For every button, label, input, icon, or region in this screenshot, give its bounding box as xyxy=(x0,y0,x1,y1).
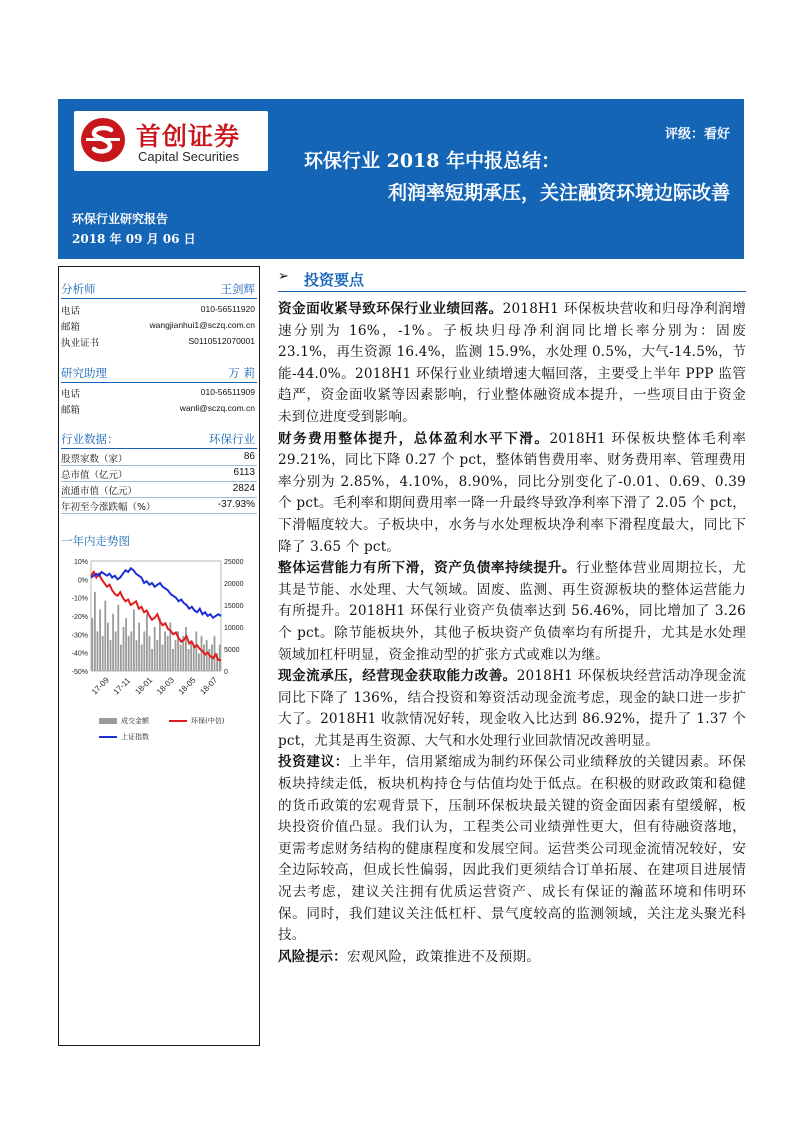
x-tick-label: 17-09 xyxy=(90,675,111,697)
paragraph-lead: 整体运营能力有所下滑，资产负债率持续提升。 xyxy=(278,560,577,577)
paragraph-lead: 资金面收紧导致环保行业业绩回落。 xyxy=(278,301,503,317)
volume-bar xyxy=(208,649,210,671)
analyst-cert-row xyxy=(61,335,257,350)
paragraph xyxy=(278,752,746,946)
arrow-icon: ➢ xyxy=(278,269,289,284)
volume-bar xyxy=(159,618,161,671)
industry-value: 2824 xyxy=(232,483,255,494)
rating-label: 评级：看好 xyxy=(664,127,730,142)
volume-bar xyxy=(128,636,130,671)
paragraph xyxy=(278,558,746,666)
analyst-email-key: 邮箱 xyxy=(61,322,81,333)
volume-bar xyxy=(94,592,96,671)
industry-row-stocks xyxy=(61,451,257,466)
paragraph-lead: 投资建议： xyxy=(278,754,349,771)
legend-label: 环保(中信) xyxy=(191,717,225,725)
volume-bar xyxy=(138,623,140,671)
assistant-section-title xyxy=(61,365,257,383)
industry-row-float-cap xyxy=(61,483,257,498)
volume-bar xyxy=(195,631,197,671)
y-left-tick-label: -30% xyxy=(71,632,88,640)
assistant-email-value: wanli@sczq.com.cn xyxy=(179,403,255,413)
section-title: 投资要点 xyxy=(304,271,365,289)
volume-bar xyxy=(154,627,156,671)
y-left-tick-label: -20% xyxy=(71,614,88,621)
volume-bar xyxy=(162,645,164,671)
paragraph-body: 2018H1 环保板块经营活动净现金流同比下降了 136%，结合投资和筹资活动现金流考虑，现金的缺口进一步扩大了。2018H1 收款情况好转，现金收入比达到 86.92%，提升了 1.37 个 pct，尤其是再生资源、大气和水处理行业回款情况改善明显。 xyxy=(278,668,746,749)
assistant-phone-row xyxy=(61,386,257,401)
analyst-label: 分析师 xyxy=(61,282,96,296)
volume-bar xyxy=(201,636,203,671)
paragraph-body: 2018H1 环保板块整体毛利率 29.21%，同比下降 0.27 个 pct，整体销售费用率、财务费用率、管理费用率分别为 2.85%，4.10%，8.90%，同比分别变化了-0.01、0.69、0.39 个 pct。毛利率和期间费用率一降一升最终导致净利率下滑了 2.05 个 pct，下滑幅度较大。子板块中，水务与水处理板块净利率下滑程度最大，同比下降了 3.65 个 pct。 xyxy=(278,430,746,555)
industry-value: 86 xyxy=(243,451,255,462)
volume-bar xyxy=(214,636,216,671)
industry-label: 行业数据： xyxy=(61,432,119,446)
volume-bar xyxy=(219,645,221,671)
x-tick-label: 17-11 xyxy=(111,675,133,697)
volume-bar xyxy=(151,649,153,671)
paragraph-body: 上半年，信用紧缩成为制约环保公司业绩释放的关键因素。环保板块持续走低，板块机构持仓与估值均处于低点。在积极的财政政策和稳健的货币政策的宏观背景下，压制环保板块最关键的资金面因素有望缓解，板块投资价值凸显。我们认为，工程类公司业绩弹性更大，但有待融资落地，更需考虑财务结构的健康程度和发展空间。运营类公司现金流情况较好，安全边际较高，但成长性偏弱，因此我们更须结合订单拓展、在建项目进展情况去考虑，建议关注拥有优质运营资产、成长有保证的瀚蓝环境和伟明环保。同时，我们建议关注低杠杆、景气度较高的监测领域，关注龙头聚光科技。 xyxy=(278,754,746,944)
volume-bar xyxy=(123,627,125,671)
volume-bar xyxy=(185,627,187,671)
paragraph-body: 2018H1 环保板块营收和归母净利润增速分别为 16%，-1%。子板块归母净利润同比增长率分别为：固废 23.1%，再生资源 16.4%，监测 15.9%，水处理 0.5%，大气-14.5%，节能-44.0%。2018H1 环保行业业绩增速大幅回落，主要受上半年 PPP 监管趋严，资金面收紧等因素影响，行业整体融资成本提升，一些项目由于资金未到位进度受到影响。 xyxy=(278,301,747,425)
paragraph-body: 行业整体营业周期拉长，尤其是节能、水处理、大气领域。固废、监测、再生资源板块的整体运营能力有所提升。2018H1 环保行业资产负债率达到 56.46%，同比增加了 3.26 个 pct。除节能板块外，其他子板块资产负债率均有所提升，尤其是水处理领域加杠杆明显，资金推动型的扩张方式或难以为继。 xyxy=(278,560,747,663)
industry-row-ytd xyxy=(61,499,257,514)
industry-key: 年初至今涨跌幅（%） xyxy=(61,502,156,513)
y-left-tick-label: -40% xyxy=(71,650,88,658)
volume-bar xyxy=(206,640,208,671)
volume-bar xyxy=(91,618,93,671)
series-line xyxy=(91,568,221,618)
assistant-email-key: 邮箱 xyxy=(61,405,81,416)
volume-bar xyxy=(167,636,169,671)
volume-bar xyxy=(146,614,148,671)
assistant-phone-key: 电话 xyxy=(61,389,81,400)
analyst-email-value: wangjianhui1@sczq.com.cn xyxy=(149,320,255,330)
volume-bar xyxy=(97,631,99,671)
volume-bar xyxy=(193,645,195,671)
volume-bar xyxy=(149,636,151,671)
volume-bar xyxy=(172,649,174,671)
legend-label: 上证指数 xyxy=(121,733,149,741)
y-left-tick-label: 10% xyxy=(73,559,88,566)
capital-securities-logo-icon xyxy=(80,117,126,163)
paragraph-lead: 风险提示： xyxy=(278,948,347,965)
volume-bar xyxy=(125,618,127,671)
volume-bar xyxy=(156,640,158,671)
y-right-tick-label: 15000 xyxy=(224,603,244,610)
x-tick-label: 18-05 xyxy=(176,675,198,697)
report-type: 环保行业研究报告 xyxy=(72,212,169,226)
legend-label: 成交金额 xyxy=(121,717,149,725)
assistant-name: 万 莉 xyxy=(228,366,255,380)
volume-bar xyxy=(115,631,117,671)
volume-bar xyxy=(188,649,190,671)
paragraph xyxy=(278,429,746,559)
report-title-line1: 环保行业 2018 年中报总结： xyxy=(304,150,561,172)
analyst-phone-row xyxy=(61,303,257,318)
analyst-phone-key: 电话 xyxy=(61,306,81,317)
x-tick-label: 18-03 xyxy=(155,675,176,697)
x-tick-label: 18-07 xyxy=(198,675,220,697)
logo-chinese-name: 首创证券 xyxy=(136,122,241,151)
volume-bar xyxy=(143,631,145,671)
analyst-name: 王剑辉 xyxy=(220,282,255,296)
chart-title: 一年内走势图 xyxy=(61,534,130,548)
assistant-email-row xyxy=(61,402,257,417)
report-date: 2018 年 09 月 06 日 xyxy=(72,232,196,246)
section-header xyxy=(278,266,746,292)
volume-bar xyxy=(104,601,106,671)
industry-name: 环保行业 xyxy=(209,432,255,446)
analyst-phone-value: 010-56511920 xyxy=(200,304,255,314)
y-right-tick-label: 0 xyxy=(224,669,228,676)
volume-bar xyxy=(102,636,104,671)
report-header xyxy=(58,99,744,259)
assistant-label: 研究助理 xyxy=(61,366,107,380)
volume-bar xyxy=(141,645,143,671)
legend-swatch xyxy=(99,718,117,724)
industry-key: 流通市值（亿元） xyxy=(61,486,138,497)
volume-bar xyxy=(203,645,205,671)
analyst-email-row xyxy=(61,319,257,334)
logo-english-name: Capital Securities xyxy=(138,149,240,164)
volume-bar xyxy=(136,640,138,671)
y-left-tick-label: -10% xyxy=(71,595,88,603)
paragraph-lead: 现金流承压，经营现金获取能力改善。 xyxy=(278,668,517,685)
volume-bar xyxy=(120,645,122,671)
volume-bar xyxy=(180,645,182,671)
volume-bar xyxy=(164,631,166,671)
company-logo xyxy=(74,111,268,171)
volume-bar xyxy=(130,631,132,671)
volume-bar xyxy=(112,614,114,671)
analyst-cert-value: S0110512070001 xyxy=(188,336,255,346)
y-right-tick-label: 5000 xyxy=(224,647,240,654)
y-right-tick-label: 25000 xyxy=(224,559,244,566)
y-right-tick-label: 10000 xyxy=(224,625,244,632)
volume-bar xyxy=(175,640,177,671)
volume-bar xyxy=(117,605,119,671)
x-tick-label: 18-01 xyxy=(133,675,155,697)
industry-key: 总市值（亿元） xyxy=(61,470,128,481)
sidebar xyxy=(58,266,260,1046)
y-left-tick-label: -50% xyxy=(71,669,88,676)
report-title-line2: 利润率短期承压，关注融资环境边际改善 xyxy=(387,182,730,204)
paragraph xyxy=(278,666,746,752)
volume-bar xyxy=(110,640,112,671)
assistant-phone-value: 010-56511909 xyxy=(200,387,255,397)
paragraph-lead: 财务费用整体提升，总体盈利水平下滑。 xyxy=(278,430,550,447)
y-left-tick-label: 0% xyxy=(77,577,88,585)
industry-section-title xyxy=(61,431,257,449)
investment-highlights xyxy=(278,299,746,968)
volume-bar xyxy=(198,653,200,671)
industry-value: 6113 xyxy=(233,467,255,478)
volume-bar xyxy=(107,623,109,671)
paragraph xyxy=(278,299,746,429)
paragraph-body: 宏观风险，政策推进不及预期。 xyxy=(346,948,541,965)
analyst-cert-key: 执业证书 xyxy=(61,338,100,349)
industry-key: 股票家数（家） xyxy=(61,454,128,465)
paragraph xyxy=(278,947,746,969)
volume-bar xyxy=(99,609,101,671)
volume-bar xyxy=(190,640,192,671)
analyst-section-title xyxy=(61,281,257,299)
industry-value: -37.93% xyxy=(217,499,255,510)
y-right-tick-label: 20000 xyxy=(224,581,244,588)
volume-bar xyxy=(133,609,135,671)
industry-row-market-cap xyxy=(61,467,257,482)
trend-chart xyxy=(59,551,259,751)
